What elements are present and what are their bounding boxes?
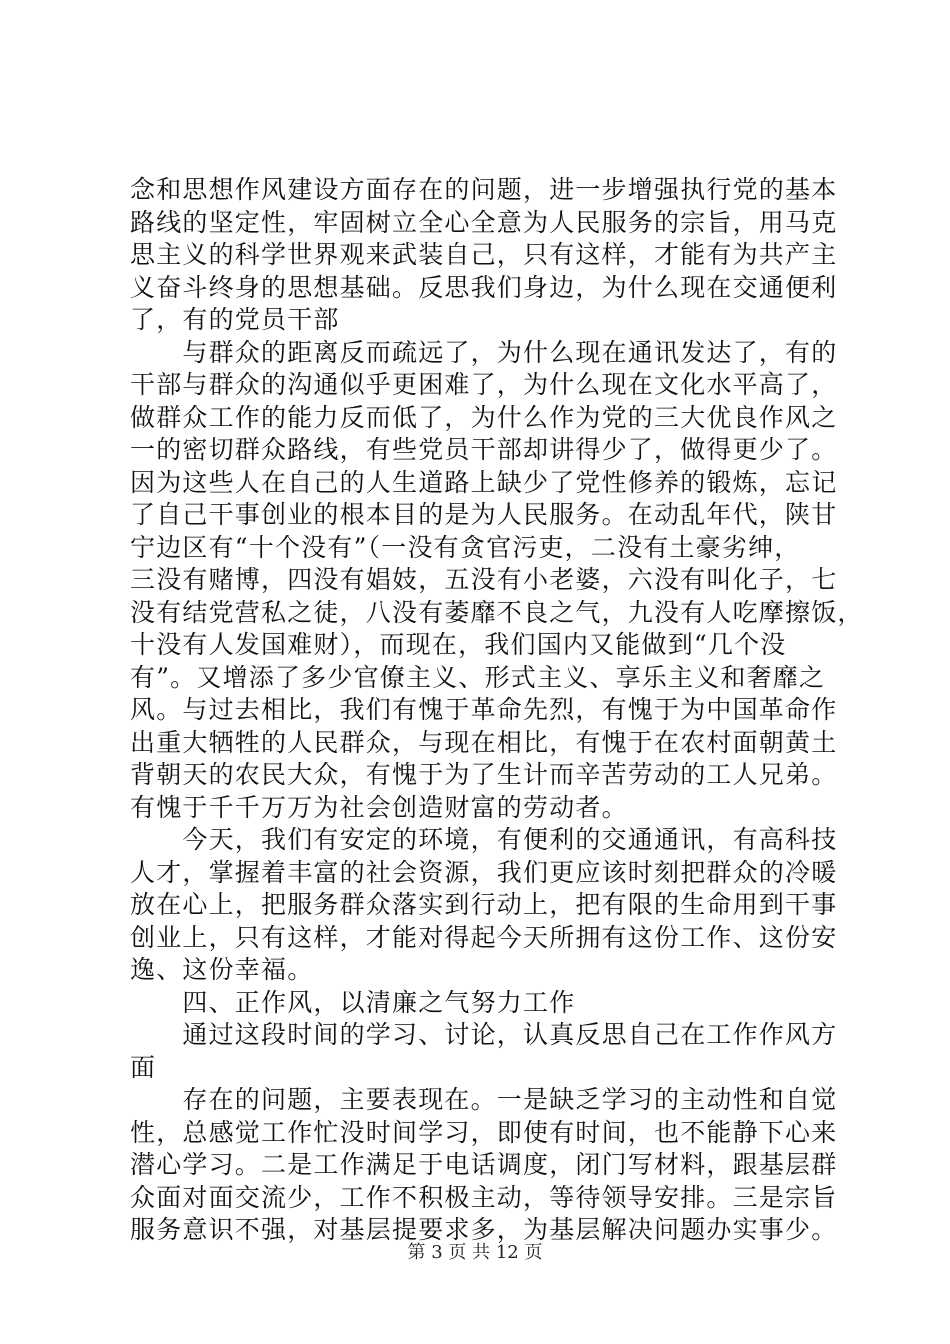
text-line: 有愧于千千万万为社会创造财富的劳动者。 bbox=[130, 792, 628, 822]
text-line: 念和思想作风建设方面存在的问题，进一步增强执行党的基本 bbox=[130, 175, 838, 204]
document-body bbox=[130, 174, 864, 1247]
text-line: 三没有赌博，四没有娼妓，五没有小老婆，六没有叫化子，七 bbox=[130, 565, 838, 594]
text-line: 与群众的距离反而疏远了，为什么现在通讯发达了，有的 bbox=[130, 337, 838, 367]
text-line: 性，总感觉工作忙没时间学习，即使有时间，也不能静下心来 bbox=[130, 1117, 838, 1147]
text-line: 干部与群众的沟通似乎更困难了，为什么现在文化水平高了， bbox=[130, 370, 838, 399]
text-line: 放在心上，把服务群众落实到行动上，把有限的生命用到干事 bbox=[130, 890, 838, 919]
text-line: 一的密切群众路线，有些党员干部却讲得少了，做得更少了。 bbox=[130, 435, 838, 464]
text-line: 风。与过去相比，我们有愧于革命先烈，有愧于为中国革命作 bbox=[130, 695, 838, 724]
text-line: 众面对面交流少，工作不积极主动，等待领导安排。三是宗旨 bbox=[130, 1182, 838, 1212]
text-line: 面 bbox=[130, 1052, 157, 1082]
text-line: 因为这些人在自己的人生道路上缺少了党性修养的锻炼，忘记 bbox=[130, 467, 838, 497]
text-line: 今天，我们有安定的环境，有便利的交通通讯，有高科技 bbox=[130, 825, 838, 854]
text-line: 做群众工作的能力反而低了，为什么作为党的三大优良作风之 bbox=[130, 402, 838, 432]
text-line: 义奋斗终身的思想基础。反思我们身边，为什么现在交通便利 bbox=[130, 272, 838, 302]
text-line: 有”。又增添了多少官僚主义、形式主义、享乐主义和奢靡之 bbox=[130, 662, 826, 692]
text-line: 存在的问题，主要表现在。一是缺乏学习的主动性和自觉 bbox=[130, 1085, 838, 1114]
text-line: 思主义的科学世界观来武装自己，只有这样，才能有为共产主 bbox=[130, 240, 838, 269]
text-line: 人才，掌握着丰富的社会资源，我们更应该时刻把群众的冷暖 bbox=[130, 857, 838, 887]
text-line: 宁边区有“十个没有”（一没有贪官污吏，二没有土豪劣绅， bbox=[130, 532, 801, 562]
text-line: 逸、这份幸福。 bbox=[130, 955, 314, 984]
text-line: 了自己干事创业的根本目的是为人民服务。在动乱年代，陕甘 bbox=[130, 500, 838, 529]
text-line: 十没有人发国难财），而现在，我们国内又能做到“几个没 bbox=[130, 630, 787, 659]
text-line: 通过这段时间的学习、讨论，认真反思自己在工作作风方 bbox=[130, 1020, 838, 1049]
text-line: 路线的坚定性，牢固树立全心全意为人民服务的宗旨，用马克 bbox=[130, 207, 838, 237]
text-line: 没有结党营私之徒，八没有萎靡不良之气，九没有人吃摩擦饭， bbox=[130, 597, 864, 627]
text-line: 了，有的党员干部 bbox=[130, 305, 340, 334]
text-line: 出重大牺牲的人民群众，与现在相比，有愧于在农村面朝黄土 bbox=[130, 727, 838, 757]
text-line: 服务意识不强，对基层提要求多，为基层解决问题办实事少。 bbox=[130, 1215, 838, 1244]
text-line: 创业上，只有这样，才能对得起今天所拥有这份工作、这份安 bbox=[130, 922, 838, 952]
text-line: 潜心学习。二是工作满足于电话调度，闭门写材料，跟基层群 bbox=[130, 1150, 838, 1179]
page-number-footer: 第 3 页 共 12 页 bbox=[407, 1242, 543, 1263]
section-heading: 四、正作风，以清廉之气努力工作 bbox=[130, 987, 576, 1017]
text-line: 背朝天的农民大众，有愧于为了生计而辛苦劳动的工人兄弟。 bbox=[130, 760, 838, 789]
